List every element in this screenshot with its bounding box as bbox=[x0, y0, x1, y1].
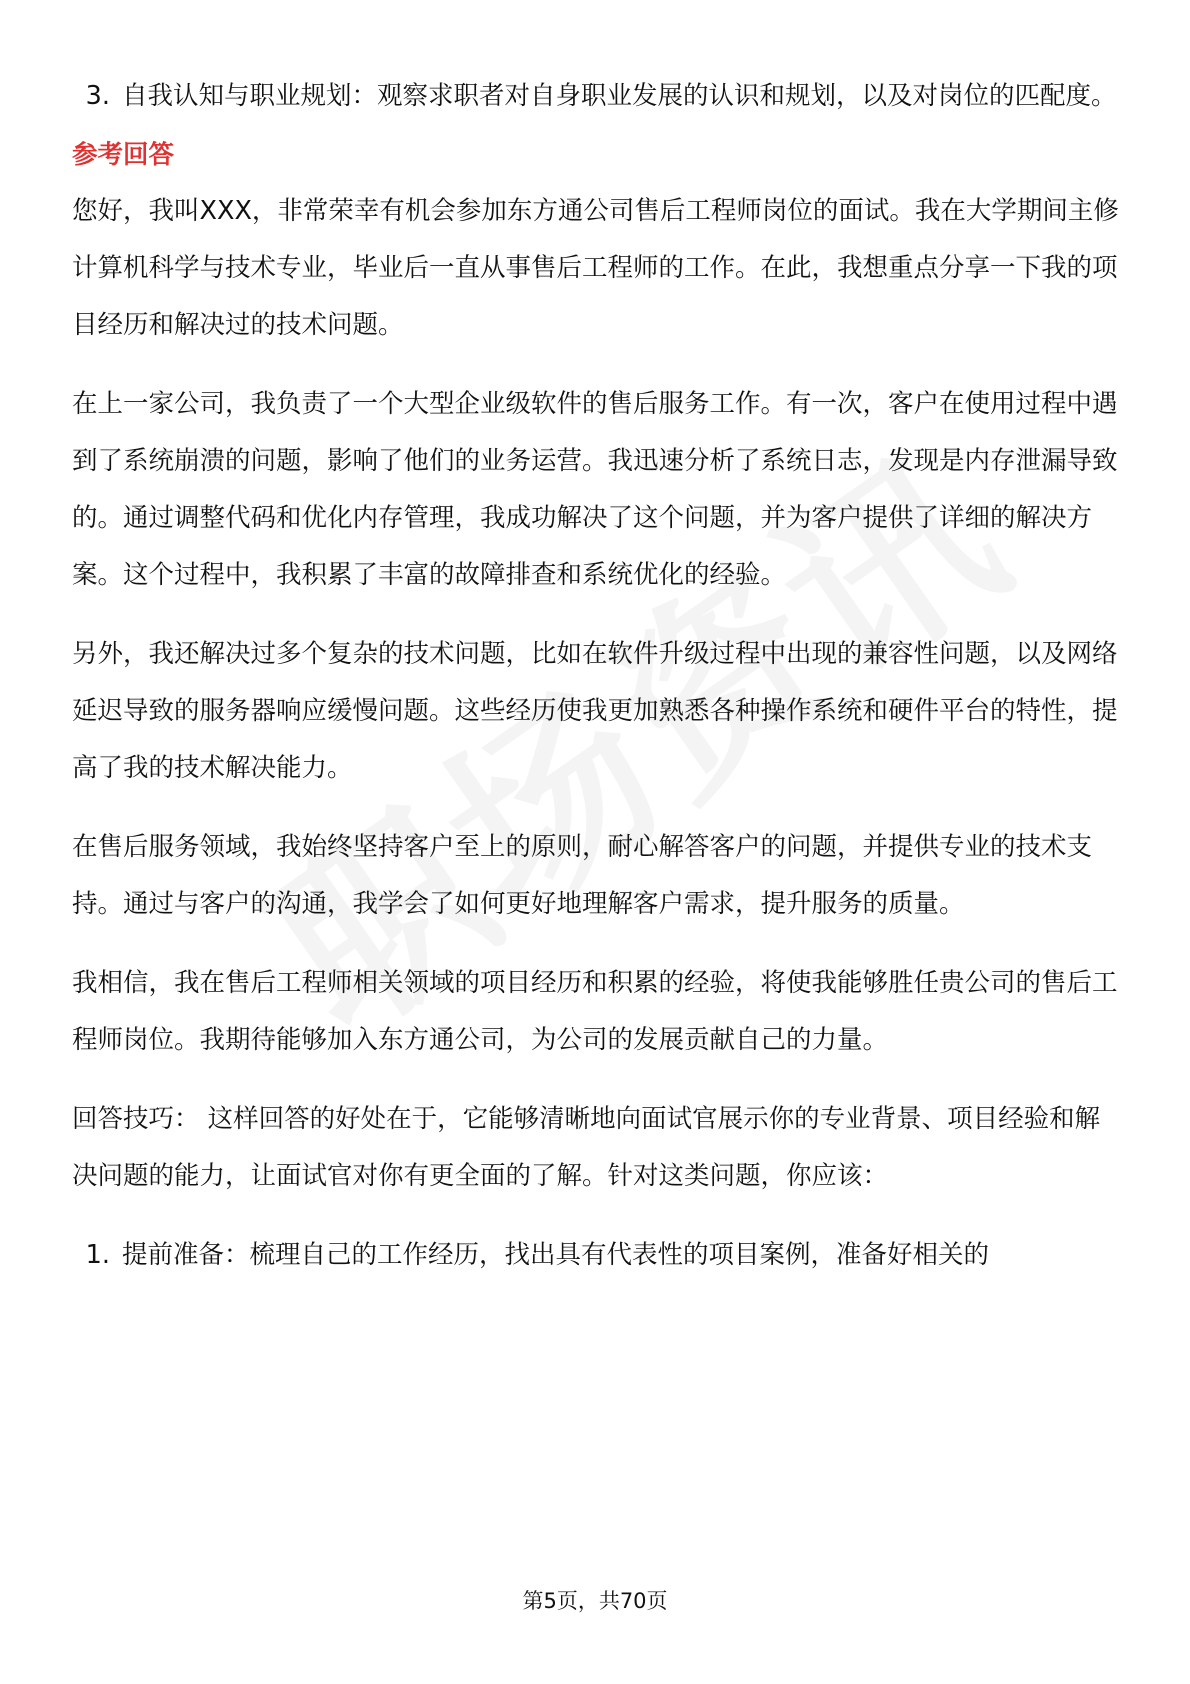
paragraph-project: 在上一家公司，我负责了一个大型企业级软件的售后服务工作。有一次，客户在使用过程中遇到了系统崩溃的问题，影响了他们的业务运营。我迅速分析了系统日志，发现是内存泄漏导致的。通过调整代码和优化内存管理，我成功解决了这个问题，并为客户提供了详细的解决方案。这个过程中，我积累了丰富的故障排查和系统优化的经验。 bbox=[72, 389, 1118, 590]
paragraph-service: 在售后服务领域，我始终坚持客户至上的原则，耐心解答客户的问题，并提供专业的技术支持。通过与客户的沟通，我学会了如何更好地理解客户需求，提升服务的质量。 bbox=[72, 832, 1093, 919]
list-item-3 bbox=[72, 68, 1122, 125]
list-text: 提前准备：梳理自己的工作经历，找出具有代表性的项目案例，准备好相关的 bbox=[122, 1240, 990, 1270]
list-text: 自我认知与职业规划：观察求职者对自身职业发展的认识和规划，以及对岗位的匹配度。 bbox=[122, 81, 1117, 111]
list-item-1 bbox=[72, 1227, 1122, 1284]
list-number: 1. bbox=[85, 1240, 110, 1270]
paragraph-conclusion: 我相信，我在售后工程师相关领域的项目经历和积累的经验，将使我能够胜任贵公司的售后工程师岗位。我期待能够加入东方通公司，为公司的发展贡献自己的力量。 bbox=[72, 968, 1118, 1055]
paragraph-tips: 回答技巧： 这样回答的好处在于，它能够清晰地向面试官展示你的专业背景、项目经验和解决问题的能力，让面试官对你有更全面的了解。针对这类问题，你应该： bbox=[72, 1104, 1101, 1191]
paragraph-problems: 另外，我还解决过多个复杂的技术问题，比如在软件升级过程中出现的兼容性问题，以及网络延迟导致的服务器响应缓慢问题。这些经历使我更加熟悉各种操作系统和硬件平台的特性，提高了我的技术解决能力。 bbox=[72, 639, 1118, 783]
page-footer: 第5页，共70页 bbox=[522, 1589, 668, 1613]
paragraph-intro: 您好，我叫XXX，非常荣幸有机会参加东方通公司售后工程师岗位的面试。我在大学期间主修计算机科学与技术专业，毕业后一直从事售后工程师的工作。在此，我想重点分享一下我的项目经历和解决过的技术问题。 bbox=[72, 196, 1119, 340]
list-number: 3. bbox=[85, 81, 110, 111]
document-body bbox=[72, 68, 1122, 1284]
section-title: 参考回答 bbox=[72, 140, 175, 170]
